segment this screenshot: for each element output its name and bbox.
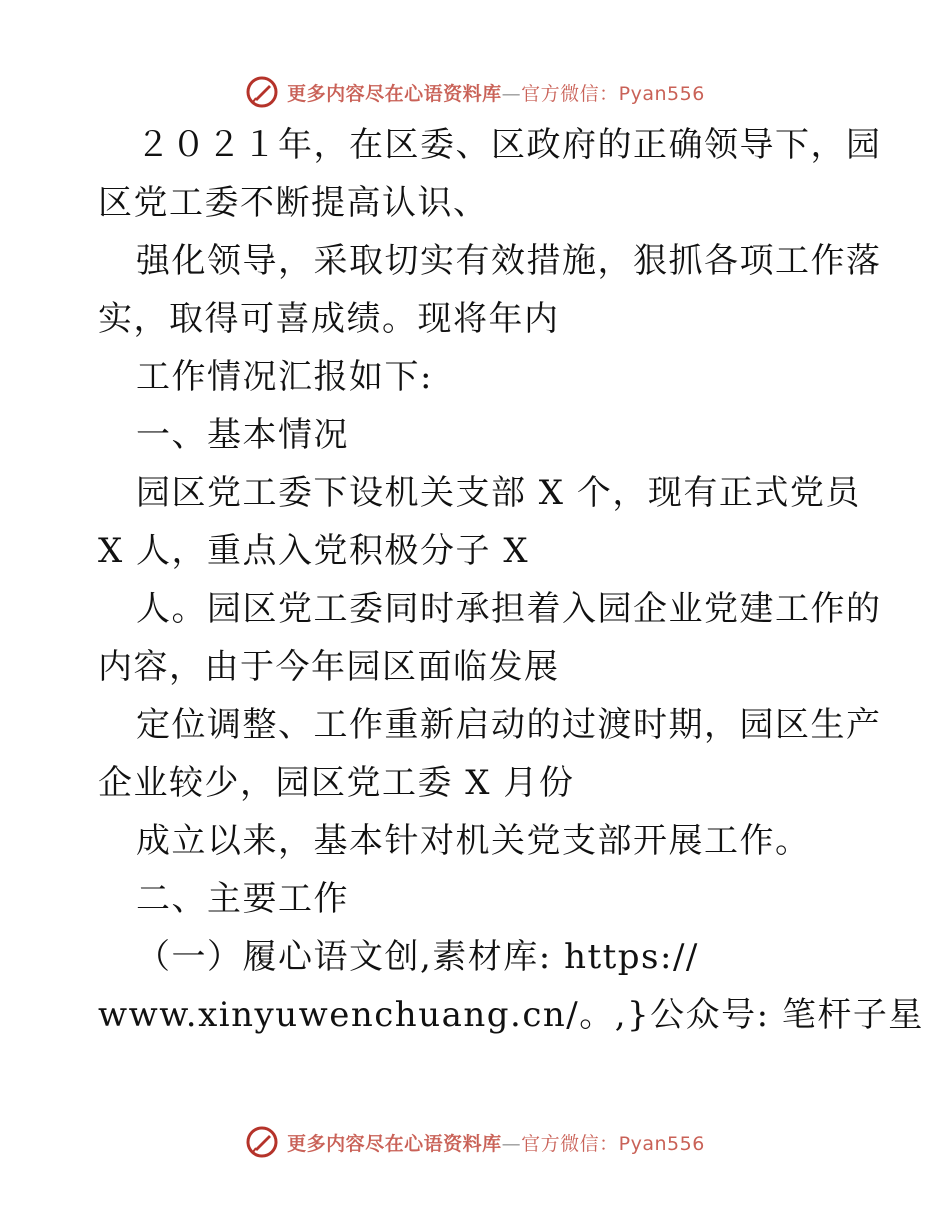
watermark-main: 更多内容尽在心语资料库 xyxy=(287,1132,502,1155)
subsection-line: （一）履心语文创,素材库: https:// xyxy=(136,937,699,977)
watermark-contact: 官方微信：Pyan556 xyxy=(521,82,705,105)
watermark-main: 更多内容尽在心语资料库 xyxy=(287,82,502,105)
paragraph-line: 定位调整、工作重新启动的过渡时期，园区生产 xyxy=(136,705,882,745)
paragraph-line: 实，取得可喜成绩。现将年内 xyxy=(98,299,560,339)
paragraph-line: 成立以来，基本针对机关党支部开展工作。 xyxy=(136,821,811,861)
footer-watermark xyxy=(0,1122,950,1162)
url-line: www.xinyuwenchuang.cn/。,}公众号: 笔杆子星 xyxy=(98,995,924,1035)
watermark-separator: — xyxy=(501,1132,522,1155)
paragraph-line: X 人，重点入党积极分子 X xyxy=(98,531,530,571)
paragraph-line: 企业较少，园区党工委 X 月份 xyxy=(98,763,575,803)
paragraph-line: 园区党工委下设机关支部 X 个，现有正式党员 xyxy=(136,473,861,513)
paragraph-line: ２０２１年，在区委、区政府的正确领导下，园 xyxy=(136,125,882,165)
paragraph-line: 内容，由于今年园区面临发展 xyxy=(98,647,560,687)
paragraph-line: 区党工委不断提高认识、 xyxy=(98,183,489,223)
quill-seal-icon xyxy=(245,75,279,109)
watermark-text xyxy=(287,79,705,106)
quill-seal-icon xyxy=(245,1125,279,1159)
paragraph-line: 人。园区党工委同时承担着入园企业党建工作的 xyxy=(136,589,882,629)
section-heading: 一、基本情况 xyxy=(136,415,349,455)
document-body xyxy=(98,116,924,1044)
watermark-separator: — xyxy=(501,82,522,105)
paragraph-line: 工作情况汇报如下: xyxy=(136,357,433,397)
section-heading: 二、主要工作 xyxy=(136,879,349,919)
watermark-contact: 官方微信：Pyan556 xyxy=(521,1132,705,1155)
header-watermark xyxy=(0,72,950,112)
watermark-text xyxy=(287,1129,705,1156)
paragraph-line: 强化领导，采取切实有效措施，狠抓各项工作落 xyxy=(136,241,882,281)
